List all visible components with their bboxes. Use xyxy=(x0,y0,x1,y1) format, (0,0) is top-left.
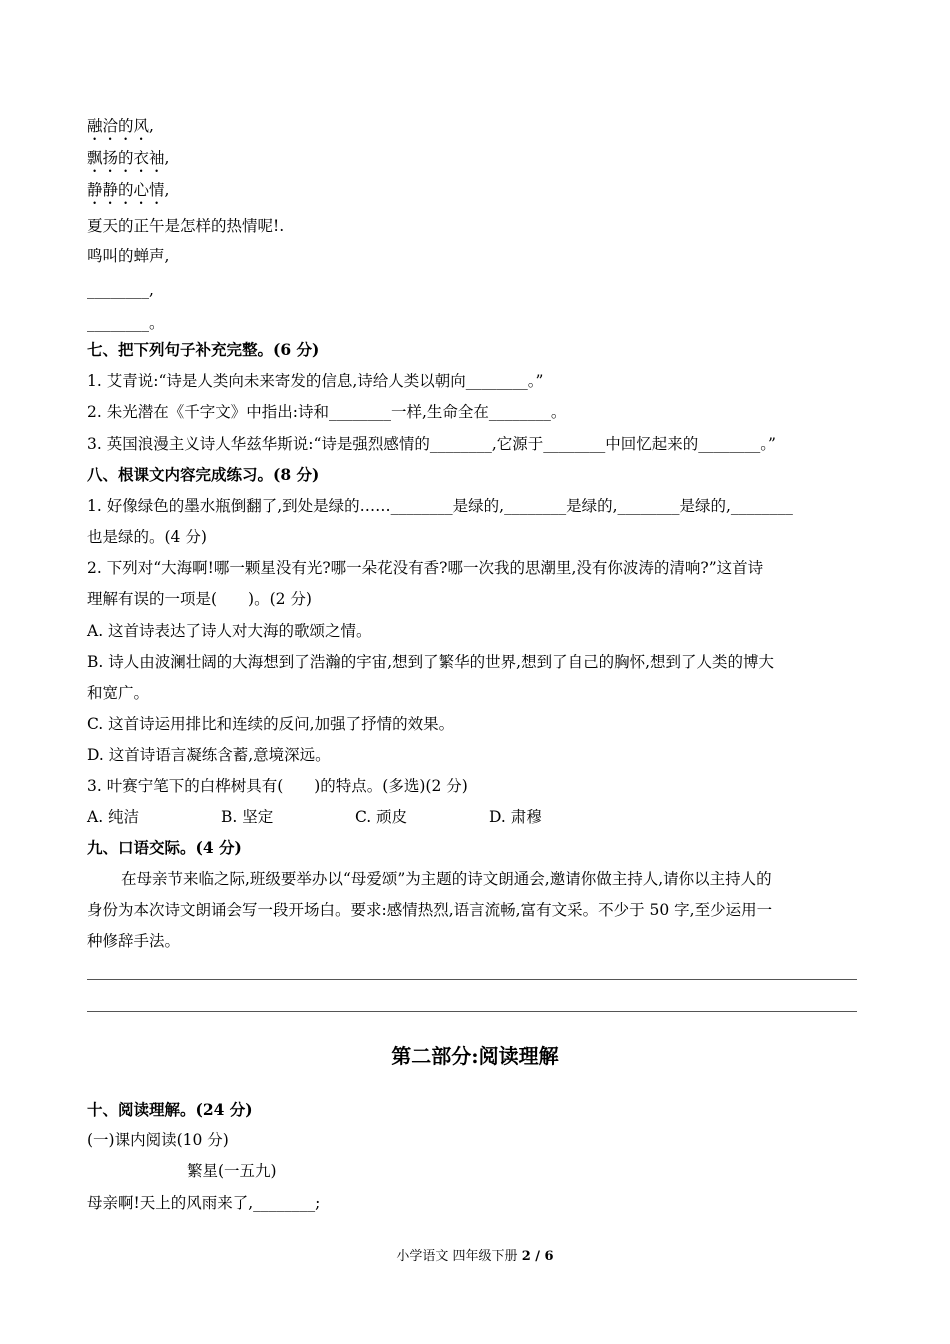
section-title: 第二部分:阅读理解 xyxy=(391,1044,559,1068)
q7-item-3: 3. 英国浪漫主义诗人华兹华斯说:“诗是强烈感情的________,它源于________中回忆起来的________。” xyxy=(87,435,776,453)
poem-line-2 xyxy=(87,148,867,176)
q9-heading: 九、口语交际。(4 分) xyxy=(87,838,242,857)
q8-option-c: C. 这首诗运用排比和连续的反问,加强了抒情的效果。 xyxy=(87,715,455,733)
emphasis-text: 静静的心情 xyxy=(87,181,165,199)
choice-d: D. 肃穆 xyxy=(489,808,542,826)
poem-blank-1: ________, xyxy=(87,281,154,299)
q10-subheading: (一)课内阅读(10 分) xyxy=(87,1131,229,1149)
poem-title: 繁星(一五九) xyxy=(187,1162,277,1180)
choice-c: C. 顽皮 xyxy=(355,808,408,826)
punct: , xyxy=(164,149,170,167)
answer-line-2[interactable] xyxy=(87,1011,857,1012)
q9-line-3: 种修辞手法。 xyxy=(87,932,181,950)
q8-option-b-line2: 和宽广。 xyxy=(87,684,150,702)
q8-option-b-line1: B. 诗人由波澜壮阔的大海想到了浩瀚的宇宙,想到了繁华的世界,想到了自己的胸怀,想到了人类的博大 xyxy=(87,653,775,671)
q7-item-2: 2. 朱光潜在《千字文》中指出:诗和________一样,生命全在________。 xyxy=(87,403,567,421)
q7-item-1: 1. 艾青说:“诗是人类向未来寄发的信息,诗给人类以朝向________。” xyxy=(87,372,544,390)
footer-label: 小学语文 四年级下册 xyxy=(396,1249,522,1264)
emphasis-text: 飘扬的衣袖 xyxy=(87,149,165,167)
q8-p1-line2: 也是绿的。(4 分) xyxy=(87,528,207,546)
poem-first-line: 母亲啊!天上的风雨来了,________; xyxy=(87,1194,321,1212)
q8-p2-line2: 理解有误的一项是( )。(2 分) xyxy=(87,590,312,608)
punct: , xyxy=(164,181,170,199)
q7-heading: 七、把下列句子补充完整。(6 分) xyxy=(87,340,320,359)
poem-line-5: 鸣叫的蝉声, xyxy=(87,247,170,265)
answer-line-1[interactable] xyxy=(87,979,857,980)
poem-line-3 xyxy=(87,180,867,208)
punct: , xyxy=(149,117,154,135)
q8-p3: 3. 叶赛宁笔下的白桦树具有( )的特点。(多选)(2 分) xyxy=(87,777,468,795)
q8-p1-line1: 1. 好像绿色的墨水瓶倒翻了,到处是绿的……________是绿的,________是绿的,________是绿的,________ xyxy=(87,497,793,515)
q8-p2-line1: 2. 下列对“大海啊!哪一颗星没有光?哪一朵花没有香?哪一次我的思潮里,没有你波涛的清响?”这首诗 xyxy=(87,559,764,577)
q8-p3-options xyxy=(87,807,867,827)
poem-blank-2: ________。 xyxy=(87,314,165,332)
q9-line-1: 在母亲节来临之际,班级要举办以“母爱颂”为主题的诗文朗通会,邀请你做主持人,请你以主持人的 xyxy=(121,870,772,888)
poem-line-1 xyxy=(87,116,867,144)
page-footer xyxy=(0,1248,950,1266)
choice-a: A. 纯洁 xyxy=(87,808,140,826)
emphasis-text: 融洽的风 xyxy=(87,117,150,135)
choice-b: B. 坚定 xyxy=(221,808,274,826)
q8-heading: 八、根课文内容完成练习。(8 分) xyxy=(87,465,320,484)
q10-heading: 十、阅读理解。(24 分) xyxy=(87,1100,253,1119)
q9-line-2: 身份为本次诗文朗诵会写一段开场白。要求:感情热烈,语言流畅,富有文采。不少于 50 字,至少运用一 xyxy=(87,901,773,919)
page-number: 2 / 6 xyxy=(521,1249,554,1264)
q8-option-d: D. 这首诗语言凝练含蓄,意境深远。 xyxy=(87,746,331,764)
poem-line-4: 夏天的正午是怎样的热情呢!. xyxy=(87,217,285,235)
q8-option-a: A. 这首诗表达了诗人对大海的歌颂之情。 xyxy=(87,622,372,640)
